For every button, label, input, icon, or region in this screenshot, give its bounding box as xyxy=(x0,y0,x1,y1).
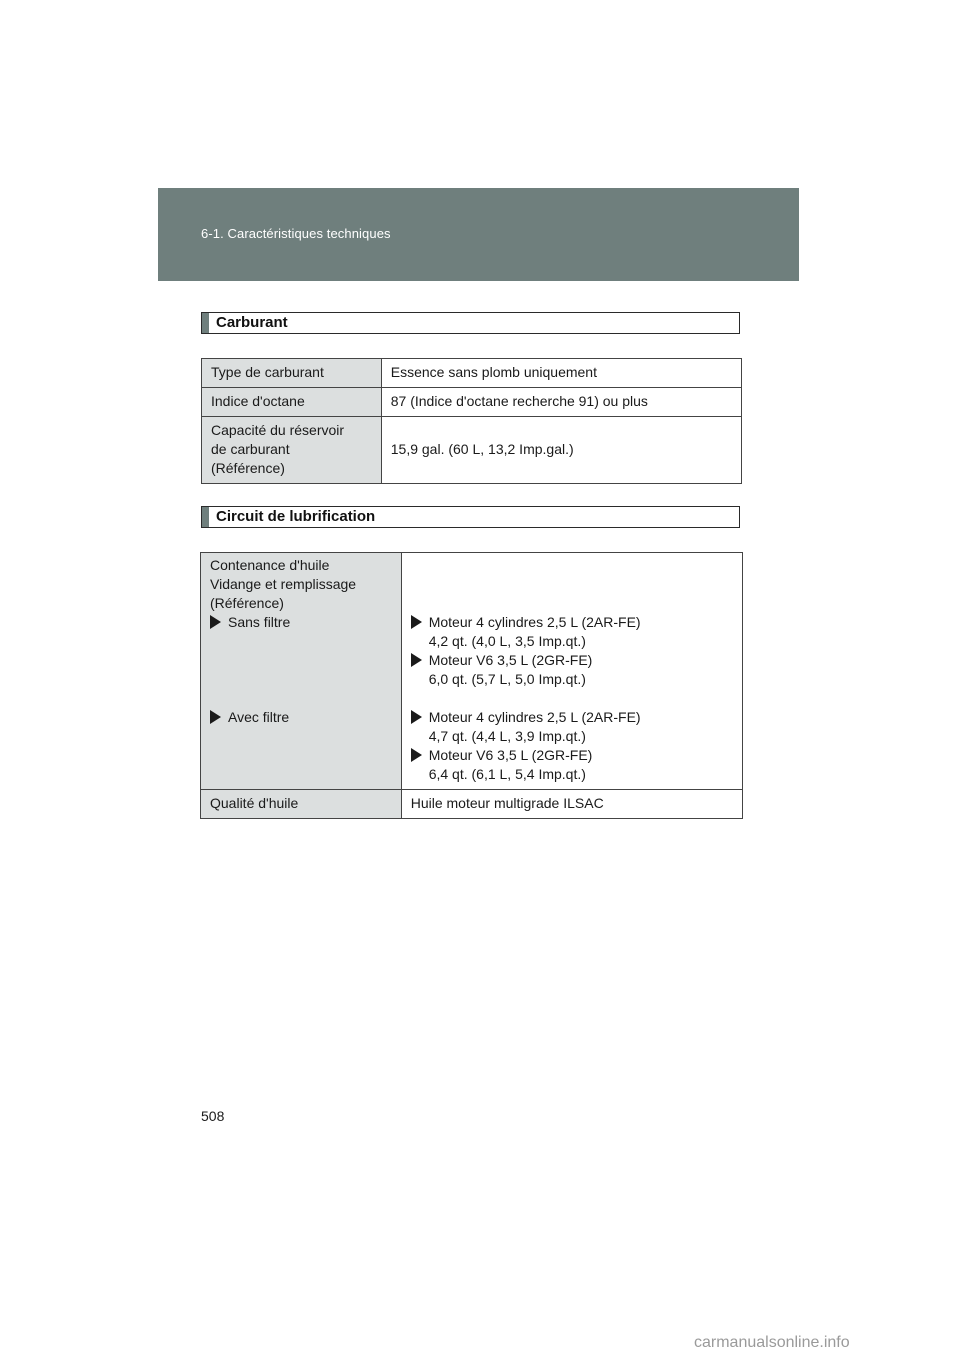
spacer xyxy=(411,689,733,708)
fuel-type-value: Essence sans plomb uniquement xyxy=(390,364,597,380)
header-band xyxy=(158,188,799,281)
table-row xyxy=(202,417,742,484)
breadcrumb: 6-1. Caractéristiques techniques xyxy=(201,226,391,241)
list-item-value: 4,2 qt. (4,0 L, 3,5 Imp.qt.) xyxy=(428,633,586,649)
with-filter-label: Avec filtre xyxy=(210,708,392,727)
triangle-right-icon xyxy=(210,615,221,629)
label-line: Vidange et remplissage xyxy=(210,576,357,592)
section-marker xyxy=(202,507,209,527)
label-line: Contenance d'huile xyxy=(210,557,330,573)
section-title-text: Carburant xyxy=(216,314,288,331)
section-title-text: Circuit de lubrification xyxy=(216,508,376,525)
oil-capacity-values xyxy=(402,553,742,789)
table-row xyxy=(202,359,742,388)
list-item: Moteur V6 3,5 L (2GR-FE) xyxy=(411,651,733,670)
triangle-right-icon xyxy=(210,710,221,724)
tank-capacity-value: 15,9 gal. (60 L, 13,2 Imp.gal.) xyxy=(390,441,574,457)
table-row xyxy=(201,790,743,819)
tank-capacity-label xyxy=(202,417,381,483)
lubrication-table xyxy=(200,552,743,819)
octane-value: 87 (Indice d'octane recherche 91) ou plus xyxy=(390,393,648,409)
list-item: Moteur 4 cylindres 2,5 L (2AR-FE) xyxy=(411,708,733,727)
octane-label: Indice d'octane xyxy=(211,393,305,409)
page-number: 508 xyxy=(201,1108,225,1124)
oil-capacity-label xyxy=(201,553,401,732)
triangle-right-icon xyxy=(411,615,422,629)
list-item-value: 4,7 qt. (4,4 L, 3,9 Imp.qt.) xyxy=(428,728,586,744)
spacer xyxy=(411,556,733,613)
list-item: Moteur V6 3,5 L (2GR-FE) xyxy=(411,746,733,765)
label-line: de carburant xyxy=(211,441,290,457)
section-title-fuel xyxy=(201,312,740,334)
list-item: Moteur 4 cylindres 2,5 L (2AR-FE) xyxy=(411,613,733,632)
label-line: (Référence) xyxy=(211,460,285,476)
table-row xyxy=(202,388,742,417)
watermark: carmanualsonline.info xyxy=(694,1334,850,1351)
without-filter-label: Sans filtre xyxy=(210,613,392,632)
spacer xyxy=(210,632,392,708)
section-title-lubrication xyxy=(201,506,740,528)
oil-quality-value: Huile moteur multigrade ILSAC xyxy=(410,795,604,811)
table-row xyxy=(201,553,743,790)
section-marker xyxy=(202,313,209,333)
list-item-value: 6,0 qt. (5,7 L, 5,0 Imp.qt.) xyxy=(428,671,586,687)
label-line: Capacité du réservoir xyxy=(211,422,345,438)
triangle-right-icon xyxy=(411,710,422,724)
triangle-right-icon xyxy=(411,653,422,667)
fuel-table xyxy=(201,358,742,484)
triangle-right-icon xyxy=(411,748,422,762)
fuel-type-label: Type de carburant xyxy=(211,364,324,380)
list-item-value: 6,4 qt. (6,1 L, 5,4 Imp.qt.) xyxy=(428,766,586,782)
label-line: (Référence) xyxy=(210,595,284,611)
oil-quality-label: Qualité d'huile xyxy=(210,795,299,811)
